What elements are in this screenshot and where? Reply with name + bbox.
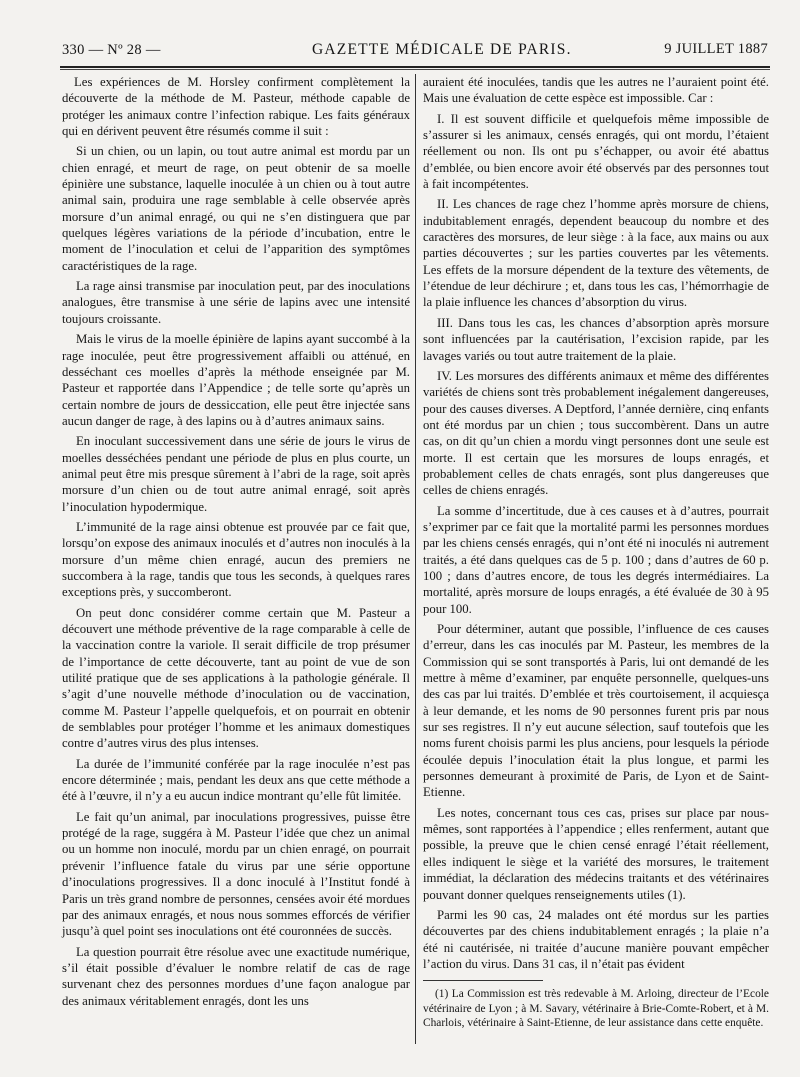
paragraph: La somme d’incertitude, due à ces causes et à d’autres, pourrait s’exprimer par ce fait que la mortalité parmi les personnes mordues par les chiens censés enragés, qui n’ont été ni inoculés ni autrement traités, a été dans quelques cas de 5 p. 100 ; dans d’autres de 60 p. 100 ; dans d’autres encore, de tous les degrés intermédiaires. La mortalité, après morsure de loups enragés, a été évaluée de 30 à 95 pour 100. <box>423 503 769 616</box>
paragraph: La durée de l’immunité conférée par la rage inoculée n’est pas encore déterminée ; mais, pendant les deux ans que cette méthode a été à l’œuvre, il n’y a eu aucun indice montrant qu’elle fût limitée. <box>62 756 410 804</box>
paragraph: III. Dans tous les cas, les chances d’absorption après morsure sont influencées par la cautérisation, l’excision rapide, par les lavages variés ou tout autre traitement de la plaie. <box>423 315 769 363</box>
paragraph: IV. Les morsures des différents animaux et même des différentes variétés de chiens sont très probablement inégalement dangereuses, pour des causes diverses. A Deptford, l’année dernière, cinq enfants ont été mordus par un chien ; tous succombèrent. Dans un autre cas, on dit qu’un chien a mordu vingt personnes dont une seule est morte. Il est certain que les morsures de loups enragés, et probablement celles de chats enragés, sont plus dangereuses que celles de chiens enragés. <box>423 368 769 498</box>
issue-date: 9 JUILLET 1887 <box>664 41 768 57</box>
page-header <box>62 38 768 60</box>
footnote: (1) La Commission est très redevable à M. Arloing, directeur de l’Ecole vétérinaire de Lyon ; à M. Savary, vétérinaire à Brie-Comte-Robert, et à M. Charlois, vétérinaire à Saint-Etienne, de leur assistance dans cette enquête. <box>423 988 769 1030</box>
paragraph: En inoculant successivement dans une série de jours le virus de moelles desséchées pendant une période de plus en plus courte, un animal peut être mis presque sûrement à l’abri de la rage, soit après morsure d’un chien ou de tout autre animal enragé, soit après l’inoculation hypodermique. <box>62 434 410 514</box>
paragraph: Pour déterminer, autant que possible, l’influence de ces causes d’erreur, dans les cas inoculés par M. Pasteur, les membres de la Commission qui se sont transportés à Paris, lui ont demandé de les mettre à même d’examiner, par enquête personnelle, quelques-uns des cas par lui traités. D’emblée et très courtoisement, il acquiesça à leur demande, et les noms de 90 personnes furent pris par nous sur ses registres. Il n’y eut aucune sélection, sauf toutefois que les noms furent choisis parmi les plus anciens, pour lesquels la période écoulée depuis l’inoculation était la plus longue, et parmi les personnes demeurant à proximité de Paris, de Lyon et de Saint-Etienne. <box>423 622 769 800</box>
footnote-rule <box>423 980 543 981</box>
publication-title: GAZETTE MÉDICALE DE PARIS. <box>312 41 572 58</box>
paragraph: Parmi les 90 cas, 24 malades ont été mordus sur les parties découvertes par des chiens indubitablement enragés ; la plaie n’a été ni cautérisée, ni traitée d’aucune manière pouvant empêcher l’action du virus. Dans 31 cas, il n’était pas évident <box>423 907 769 971</box>
paragraph: La question pourrait être résolue avec une exactitude numérique, s’il était possible d’évaluer le nombre relatif de cas de rage survenant chez des personnes mordues d’une façon analogue par des animaux véritablement enragés, dont les uns <box>62 944 410 1008</box>
paragraph: Les expériences de M. Horsley confirment complètement la découverte de la méthode de M. Pasteur, méthode capable de protéger les animaux contre l’infection rabique. Les faits généraux qui en dérivent peuvent être résumés comme il suit : <box>62 75 410 139</box>
paragraph: I. Il est souvent difficile et quelquefois même impossible de s’assurer si les animaux, censés enragés, qui ont mordu, l’étaient réellement ou non. Ils ont pu s’échapper, ou avoir été abattus d’emblée, ou bien encore avoir été observés par des personnes tout à fait incompétentes. <box>423 111 769 192</box>
column-divider <box>415 74 416 1044</box>
paragraph: Le fait qu’un animal, par inoculations progressives, puisse être protégé de la rage, suggéra à M. Pasteur l’idée que chez un animal ou un homme non inoculé, mordu par un chien enragé, on pourrait prévenir l’influence fatale du virus par une série opportune d’inoculations progressives. Il a donc inoculé à l’Institut fondé à Paris un très grand nombre de personnes, censées avoir été mordues par des animaux enragés, et nous nous sommes efforcés de vérifier jusqu’à quel point ses inoculations ont été couronnées de succès. <box>62 809 410 939</box>
page-number-issue: 330 — Nº 28 — <box>62 42 161 58</box>
paragraph: Les notes, concernant tous ces cas, prises sur place par nous-mêmes, sont rapportées à l’appendice ; elles renferment, autant que possible, la preuve que le chien censé enragé l’était réellement, elles indiquent le siège et la variété des morsures, le traitement immédiat, la déclaration des médecins traitants et des vétérinaires pouvant donner quelques renseignements utiles (1). <box>423 805 769 902</box>
paragraph: Mais le virus de la moelle épinière de lapins ayant succombé à la rage inoculée, peut être progressivement affaibli ou atténué, en desséchant ces moelles d’après la méthode enseignée par M. Pasteur et rapportée dans l’Appendice ; de telle sorte qu’après un certain nombre de jours de dessiccation, elle peut être injectée sans aucun danger de rage, à des lapins ou à d’autres animaux sains. <box>62 332 410 428</box>
paragraph: L’immunité de la rage ainsi obtenue est prouvée par ce fait que, lorsqu’on expose des animaux inoculés et d’autres non inoculés à la morsure d’un même chien enragé, aucun des premiers ne succombera à la rage, tandis que tous les seconds, à quelques rares exceptions près, y succomberont. <box>62 519 410 600</box>
header-rule-thin <box>60 69 770 70</box>
paragraph: On peut donc considérer comme certain que M. Pasteur a découvert une méthode préventive de la rage comparable à celle de la vaccination contre la variole. Il serait difficile de trop présumer de l’importance de cette découverte, tant au point de vue de son utilité pratique que de ses applications à la pathologie générale. Il s’agit d’une nouvelle méthode d’inoculation ou de vaccination, comme M. Pasteur l’appelle quelquefois, et on pourrait en obtenir de semblables pour protéger l’homme et les animaux domestiques contre d’autres virus des plus intenses. <box>62 605 410 751</box>
right-column <box>423 74 769 1031</box>
paragraph: Si un chien, ou un lapin, ou tout autre animal est mordu par un chien enragé, et meurt de rage, on peut obtenir de sa moelle épinière une substance, laquelle inoculée à un chien ou à tout autre animal sain, produira une rage semblable à celle observée après morsure d’un animal enragé, ou qui ne s’en distinguera que par quelques légères variations de la période d’incubation, entre le moment de l’inoculation et celui de l’apparition des symptômes caractéristiques de la rage. <box>62 144 410 273</box>
left-column <box>62 74 410 1013</box>
paragraph: II. Les chances de rage chez l’homme après morsure de chiens, indubitablement enragés, dependent beaucoup du nombre et des caractères des morsures, de leur siège : à la face, aux mains ou aux parties découvertes ; sur les parties couvertes par les vêtements. Les effets de la morsure dépendent de la texture des vêtements, de l’étendue de leur déchirure ; et, dans tous les cas, l’hémorrhagie de la plaie influence les chances d’absorption du virus. <box>423 197 769 310</box>
paragraph: auraient été inoculées, tandis que les autres ne l’auraient point été. Mais une évaluation de cette espèce est impossible. Car : <box>423 75 769 106</box>
paragraph: La rage ainsi transmise par inoculation peut, par des inoculations analogues, être transmise à une série de lapins avec une intensité toujours croissante. <box>62 279 410 326</box>
header-rule <box>60 66 770 68</box>
